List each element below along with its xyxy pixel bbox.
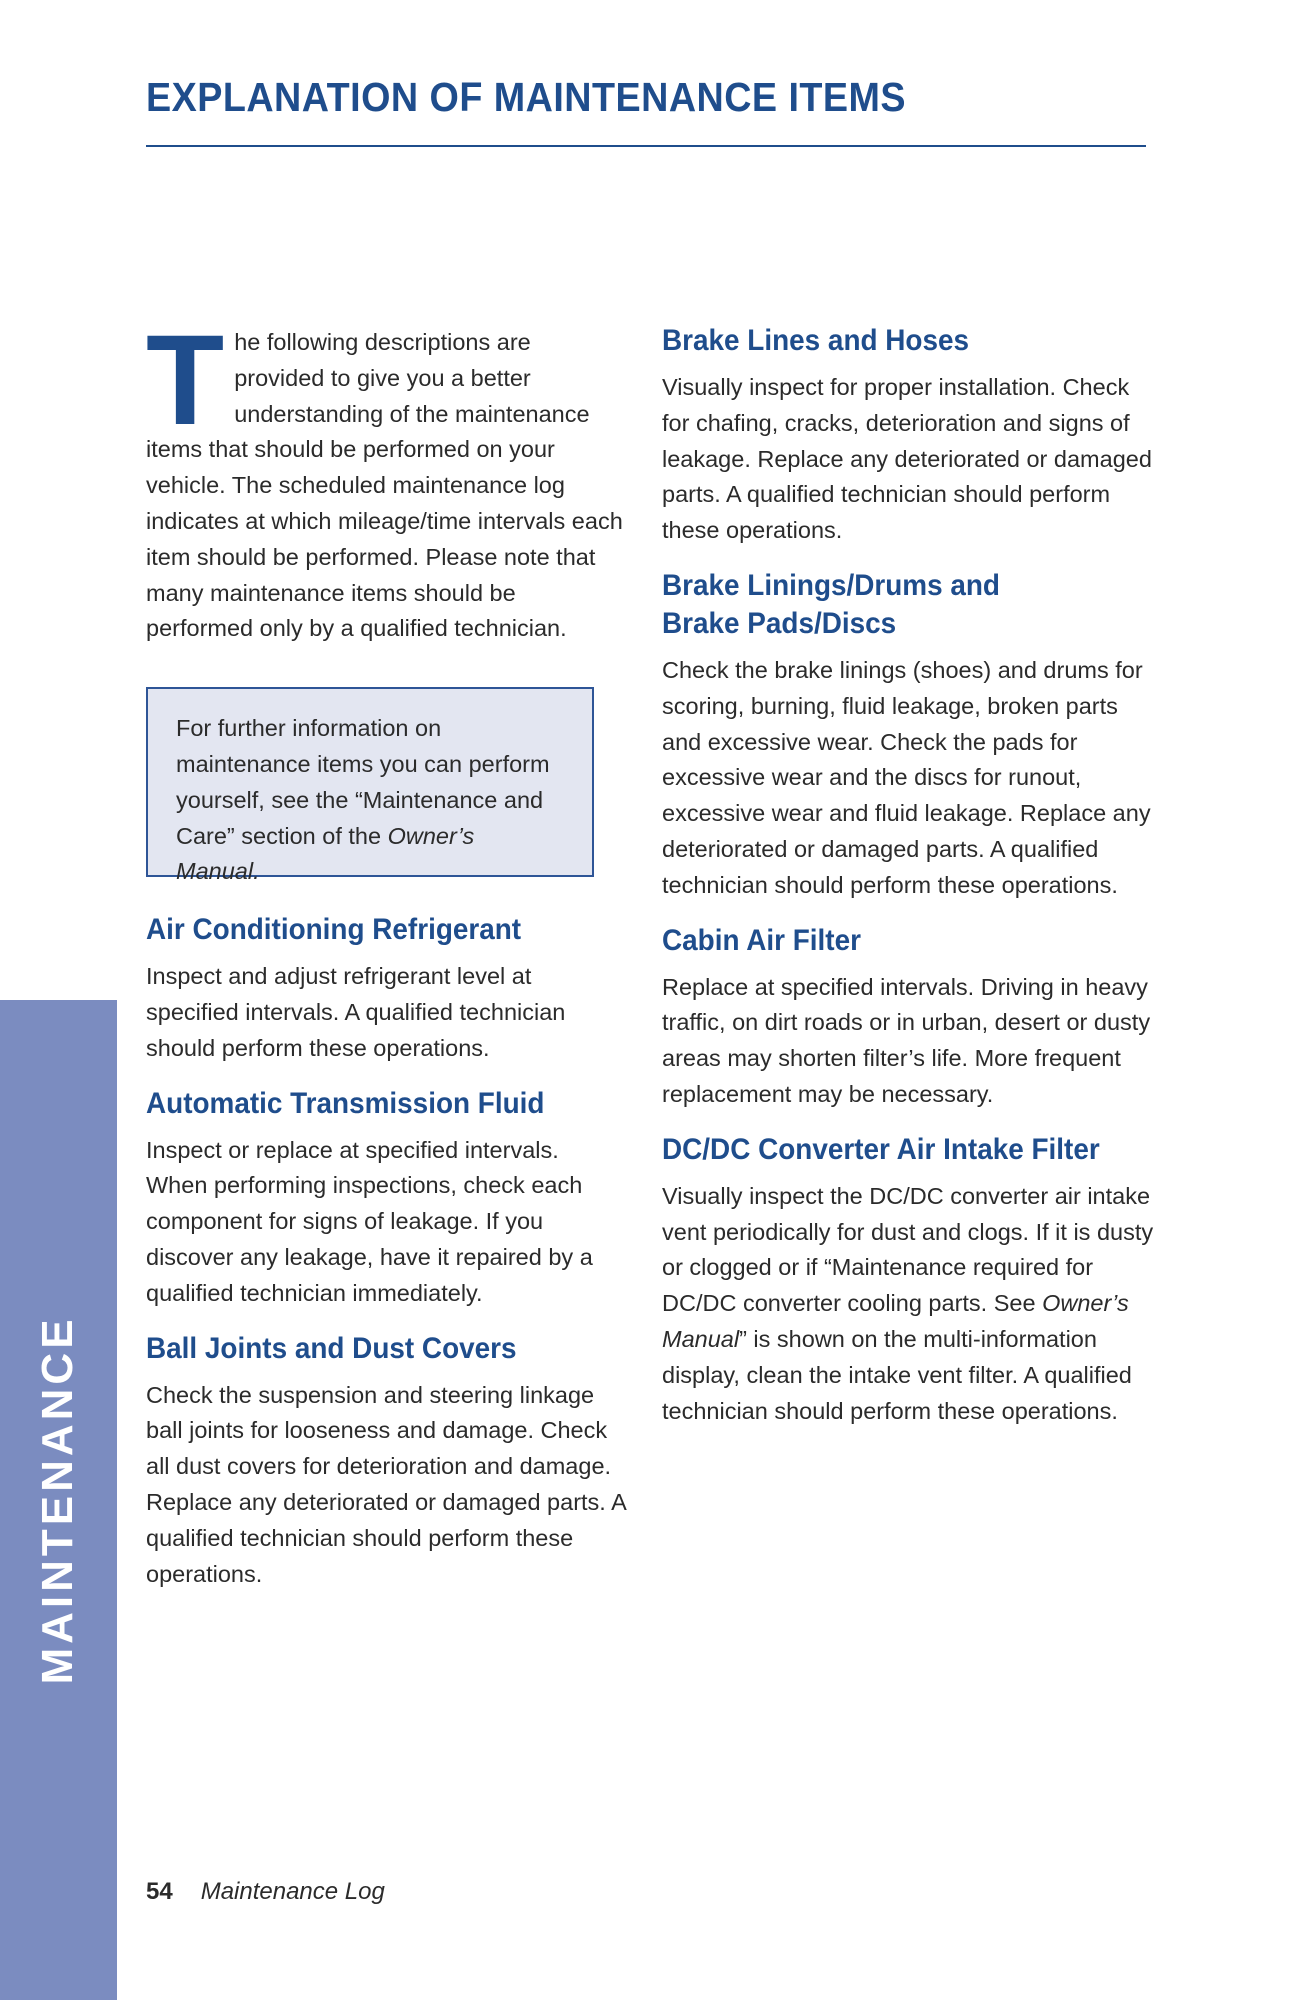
info-callout-text: For further information on maintenance items you can perform yourself, see the “Maintenance and Care” section of the Owner’s Manual. xyxy=(176,715,550,885)
section-heading: Brake Linings/Drums and Brake Pads/Discs xyxy=(662,568,1000,640)
section-body: Check the brake linings (shoes) and drums for scoring, burning, fluid leakage, broken parts and excessive wear. Check the pads for excessive wear and the discs for runout, excessive wear and fluid leakage. Replace any deteriorated or damaged parts. A qualified technician should perform these operations. xyxy=(662,656,1151,898)
section-body: Visually inspect the DC/DC converter air intake vent periodically for dust and clogs. If it is dusty or clogged or if “Maintenance required for DC/DC converter cooling parts. See Owner’s Manual” is shown on the multi-information display, clean the intake vent filter. A qualified technician should perform these operations. xyxy=(662,1182,1154,1424)
section-heading: Air Conditioning Refrigerant xyxy=(146,913,522,947)
page-title: EXPLANATION OF MAINTENANCE ITEMS xyxy=(146,74,907,120)
owners-manual-reference: Owner’s Manual xyxy=(662,1290,1129,1352)
intro-text: he following descriptions are provided to give you a better understanding of the maintenance items that should be performed on your vehicle. The scheduled maintenance log indicates at which mileage/time intervals each item should be performed. Please note that many maintenance items should be performed only by a qualified technician. xyxy=(146,329,623,642)
section-heading: Brake Lines and Hoses xyxy=(662,324,970,357)
section-body: Inspect or replace at specified intervals. When performing inspections, check each component for signs of leakage. If you discover any leakage, have it repaired by a qualified technician immediately. xyxy=(146,1136,593,1306)
section-dcdc-filter xyxy=(662,1131,1162,1430)
section-body: Replace at specified intervals. Driving in heavy traffic, on dirt roads or in urban, desert or dusty areas may shorten filter’s life. More frequent replacement may be necessary. xyxy=(662,973,1151,1107)
page-footer xyxy=(146,1878,385,1906)
footer-label: Maintenance Log xyxy=(200,1878,385,1905)
section-heading: DC/DC Converter Air Intake Filter xyxy=(662,1132,1100,1166)
page-number: 54 xyxy=(146,1878,173,1905)
drop-cap: T xyxy=(146,309,225,452)
section-air-conditioning xyxy=(146,911,626,1066)
section-body: Check the suspension and steering linkage ball joints for looseness and damage. Check all dust covers for deterioration and damage. Replace any deteriorated or damaged parts. A qualified technician should perform these operations. xyxy=(146,1381,626,1587)
section-body: Inspect and adjust refrigerant level at specified intervals. A qualified technician should perform these operations. xyxy=(146,963,566,1061)
section-ball-joints xyxy=(146,1330,626,1593)
section-heading: Automatic Transmission Fluid xyxy=(146,1086,545,1120)
section-brake-linings xyxy=(662,567,1162,904)
side-tab-label: MAINTENANCE xyxy=(33,1315,82,1685)
section-cabin-air-filter xyxy=(662,922,1162,1113)
section-body: Visually inspect for proper installation. Check for chafing, cracks, deterioration and signs of leakage. Replace any deteriorated or damaged parts. A qualified technician should perform these operations. xyxy=(662,374,1152,544)
left-column xyxy=(146,309,626,1592)
section-heading: Ball Joints and Dust Covers xyxy=(146,1331,517,1365)
intro-paragraph xyxy=(146,309,626,647)
owners-manual-reference: Owner’s Manual. xyxy=(176,822,475,885)
info-callout-box xyxy=(146,687,594,885)
right-column xyxy=(662,322,1162,1429)
section-transmission-fluid xyxy=(146,1085,626,1312)
section-brake-lines xyxy=(662,322,1162,549)
title-divider xyxy=(146,145,1146,147)
section-heading: Cabin Air Filter xyxy=(662,923,861,957)
